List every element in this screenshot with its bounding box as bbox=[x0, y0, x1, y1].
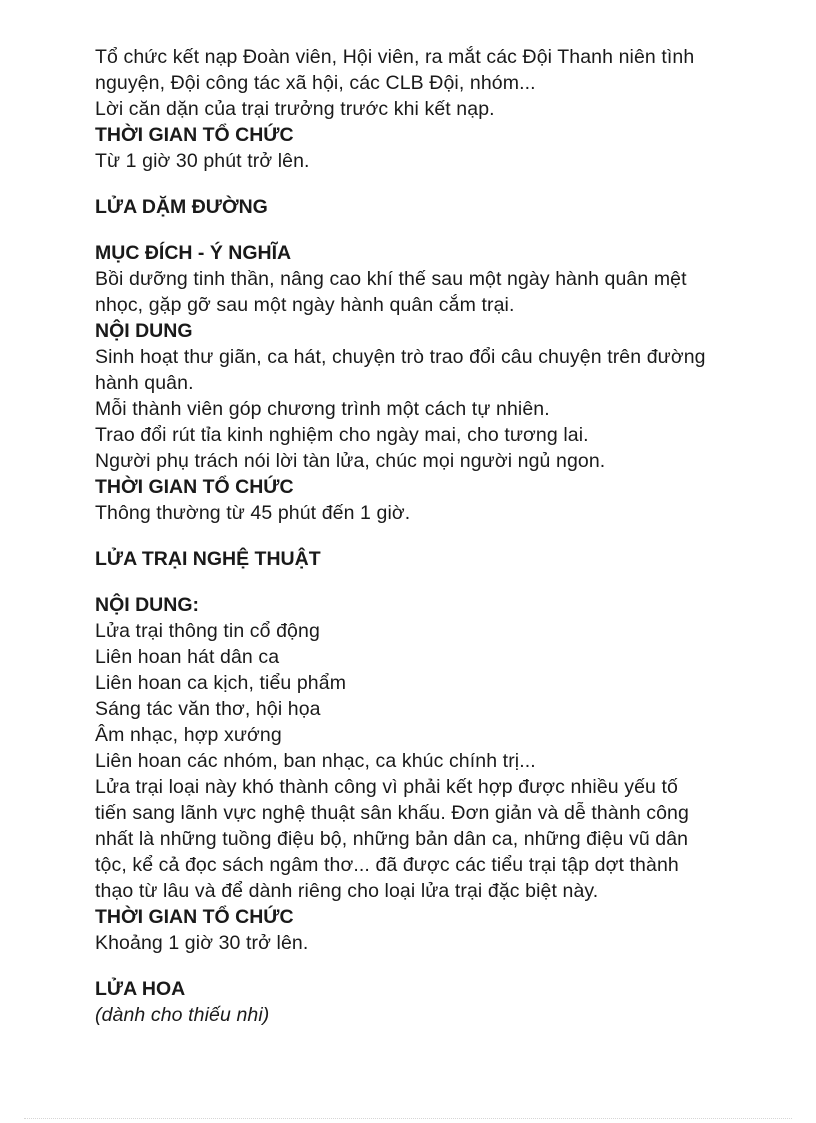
time-heading: THỜI GIAN TỔ CHỨC bbox=[95, 124, 294, 146]
time-text: Khoảng 1 giờ 30 trở lên. bbox=[95, 932, 309, 954]
lua-hoa-section bbox=[95, 976, 795, 1028]
paragraph-line: thạo từ lâu và để dành riêng cho loại lửa trại đặc biệt này. bbox=[95, 880, 599, 902]
section-subtitle: (dành cho thiếu nhi) bbox=[95, 1004, 270, 1026]
paragraph-line: nguyện, Đội công tác xã hội, các CLB Đội, nhóm... bbox=[95, 72, 536, 94]
list-item: Sáng tác văn thơ, hội họa bbox=[95, 698, 321, 720]
paragraph-line: Bồi dưỡng tinh thần, nâng cao khí thế sau một ngày hành quân mệt bbox=[95, 268, 687, 290]
time-text: Thông thường từ 45 phút đến 1 giờ. bbox=[95, 502, 411, 524]
paragraph-line: Lửa trại loại này khó thành công vì phải kết hợp được nhiều yếu tố bbox=[95, 776, 678, 798]
time-heading: THỜI GIAN TỔ CHỨC bbox=[95, 476, 294, 498]
page-bottom-divider bbox=[24, 1118, 792, 1119]
paragraph-line: tiến sang lãnh vực nghệ thuật sân khấu. Đơn giản và dễ thành công bbox=[95, 802, 689, 824]
section-title: LỬA TRẠI NGHỆ THUẬT bbox=[95, 548, 321, 570]
list-item: Liên hoan các nhóm, ban nhạc, ca khúc chính trị... bbox=[95, 750, 536, 772]
paragraph-line: nhọc, gặp gỡ sau một ngày hành quân cắm trại. bbox=[95, 294, 515, 316]
paragraph-line: Lời căn dặn của trại trưởng trước khi kết nạp. bbox=[95, 98, 495, 120]
list-item: Liên hoan ca kịch, tiểu phẩm bbox=[95, 672, 347, 694]
content-heading: NỘI DUNG bbox=[95, 320, 193, 342]
paragraph-line: Người phụ trách nói lời tàn lửa, chúc mọi người ngủ ngon. bbox=[95, 450, 606, 472]
paragraph-line: tộc, kể cả đọc sách ngâm thơ... đã được các tiểu trại tập dợt thành bbox=[95, 854, 679, 876]
purpose-heading: MỤC ĐÍCH - Ý NGHĨA bbox=[95, 242, 292, 264]
section-title: LỬA HOA bbox=[95, 978, 186, 1000]
lua-dam-duong-section bbox=[95, 194, 795, 526]
paragraph-line: Sinh hoạt thư giãn, ca hát, chuyện trò trao đổi câu chuyện trên đường bbox=[95, 346, 706, 368]
paragraph-line: Trao đổi rút tỉa kinh nghiệm cho ngày mai, cho tương lai. bbox=[95, 424, 589, 446]
paragraph-line: Mỗi thành viên góp chương trình một cách tự nhiên. bbox=[95, 398, 550, 420]
paragraph-line: hành quân. bbox=[95, 372, 194, 394]
content-heading: NỘI DUNG: bbox=[95, 594, 199, 616]
list-item: Liên hoan hát dân ca bbox=[95, 646, 280, 668]
time-text: Từ 1 giờ 30 phút trở lên. bbox=[95, 150, 310, 172]
lua-trai-nghe-thuat-section bbox=[95, 546, 795, 956]
intro-section bbox=[95, 44, 795, 174]
document-page bbox=[95, 44, 795, 1028]
paragraph-line: nhất là những tuồng điệu bộ, những bản dân ca, những điệu vũ dân bbox=[95, 828, 689, 850]
time-heading: THỜI GIAN TỔ CHỨC bbox=[95, 906, 294, 928]
list-item: Lửa trại thông tin cổ động bbox=[95, 620, 320, 642]
list-item: Âm nhạc, hợp xướng bbox=[95, 724, 282, 746]
paragraph-line: Tổ chức kết nạp Đoàn viên, Hội viên, ra mắt các Đội Thanh niên tình bbox=[95, 46, 695, 68]
section-title: LỬA DẶM ĐƯỜNG bbox=[95, 196, 268, 218]
